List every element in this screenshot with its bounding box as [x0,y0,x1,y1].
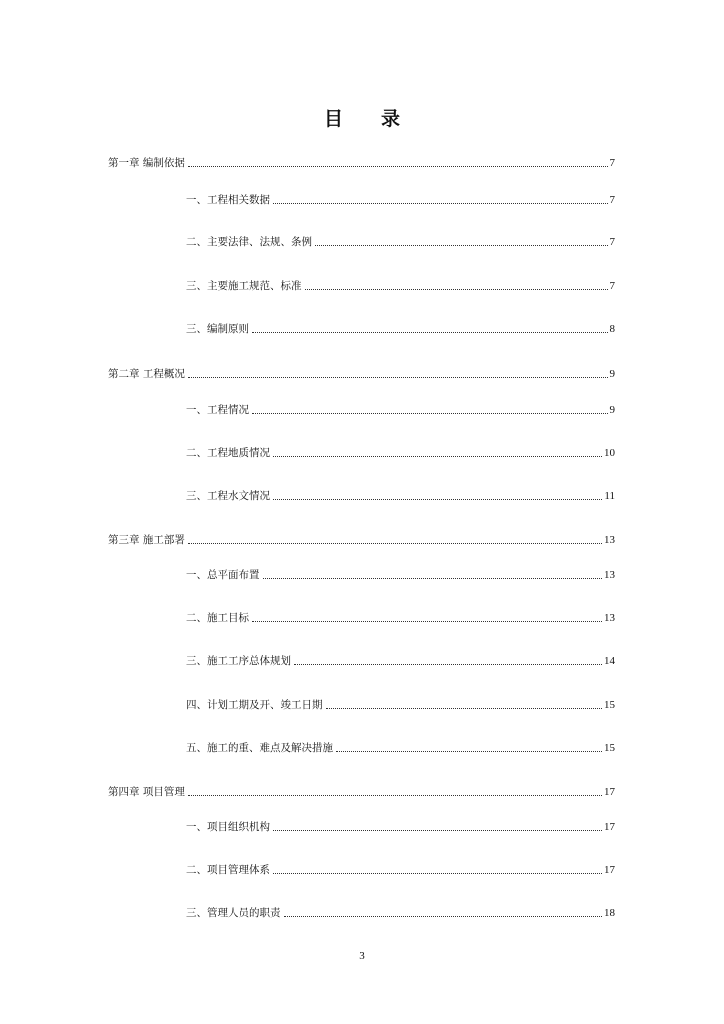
toc-entry-page: 14 [604,655,615,667]
dot-leader [315,244,608,246]
toc-entry-label: 一、项目组织机构 [186,821,270,833]
toc-section-3-3[interactable] [186,653,615,669]
dot-leader [252,620,602,622]
toc-entry-label: 二、项目管理体系 [186,864,270,876]
toc-entry-label: 第一章 编制依据 [108,157,185,169]
toc-section-4-2[interactable] [186,862,615,878]
dot-leader [284,915,603,917]
dot-leader [294,663,602,665]
toc-entry-label: 三、施工工序总体规划 [186,655,291,667]
toc-entry-page: 17 [604,786,615,798]
dot-leader [273,872,602,874]
title-char-1: 目 [323,108,343,130]
toc-entry-page: 7 [609,194,615,206]
dot-leader [336,750,602,752]
dot-leader [326,707,603,709]
toc-entry-page: 13 [604,569,615,581]
toc-entry-page: 7 [609,280,615,292]
toc-entry-label: 一、工程情况 [186,404,249,416]
toc-section-4-3[interactable] [186,905,615,921]
dot-leader [263,577,603,579]
toc-section-2-1[interactable] [186,402,615,418]
toc-entry-label: 四、计划工期及开、竣工日期 [186,699,323,711]
toc-section-1-2[interactable] [186,234,615,250]
toc-entry-label: 三、主要施工规范、标准 [186,280,302,292]
toc-entry-label: 二、主要法律、法规、条例 [186,236,312,248]
dot-leader [188,376,608,378]
toc-entry-label: 三、工程水文情况 [186,490,270,502]
toc-entry-page: 18 [604,907,615,919]
toc-entry-page: 15 [604,699,615,711]
toc-chapter-3[interactable] [108,532,615,548]
dot-leader [252,331,608,333]
toc-entry-page: 9 [609,368,615,380]
dot-leader [305,288,608,290]
dot-leader [273,498,602,500]
toc-section-1-1[interactable] [186,192,615,208]
toc-entry-label: 一、总平面布置 [186,569,260,581]
toc-entry-label: 第二章 工程概况 [108,368,185,380]
toc-entry-page: 17 [604,821,615,833]
dot-leader [273,829,602,831]
toc-chapter-2[interactable] [108,366,615,382]
toc-section-1-4[interactable] [186,321,615,337]
dot-leader [273,455,602,457]
toc-section-3-4[interactable] [186,697,615,713]
toc-entry-label: 二、施工目标 [186,612,249,624]
toc-entry-label: 第四章 项目管理 [108,786,185,798]
title-char-2: 录 [381,108,401,130]
toc-chapter-4[interactable] [108,784,615,800]
toc-entry-label: 三、编制原则 [186,323,249,335]
toc-entry-page: 13 [604,534,615,546]
toc-entry-label: 二、工程地质情况 [186,447,270,459]
dot-leader [273,202,608,204]
toc-section-1-3[interactable] [186,278,615,294]
toc-entry-label: 五、施工的重、难点及解决措施 [186,742,333,754]
toc-entry-label: 一、工程相关数据 [186,194,270,206]
dot-leader [188,165,608,167]
toc-entry-page: 13 [604,612,615,624]
toc-section-2-2[interactable] [186,445,615,461]
toc-entry-label: 第三章 施工部署 [108,534,185,546]
toc-section-3-2[interactable] [186,610,615,626]
toc-entry-page: 17 [604,864,615,876]
toc-chapter-1[interactable] [108,155,615,171]
toc-section-3-1[interactable] [186,567,615,583]
toc-entry-page: 8 [609,323,615,335]
dot-leader [188,542,602,544]
toc-entry-page: 7 [609,157,615,169]
toc-entry-page: 9 [609,404,615,416]
dot-leader [252,412,608,414]
toc-entry-page: 11 [604,490,615,502]
toc-entry-page: 10 [604,447,615,459]
toc-entry-page: 7 [609,236,615,248]
toc-section-2-3[interactable] [186,488,615,504]
page-number: 3 [359,950,365,962]
toc-entry-label: 三、管理人员的职责 [186,907,281,919]
toc-section-3-5[interactable] [186,740,615,756]
dot-leader [188,794,602,796]
toc-section-4-1[interactable] [186,819,615,835]
toc-entry-page: 15 [604,742,615,754]
